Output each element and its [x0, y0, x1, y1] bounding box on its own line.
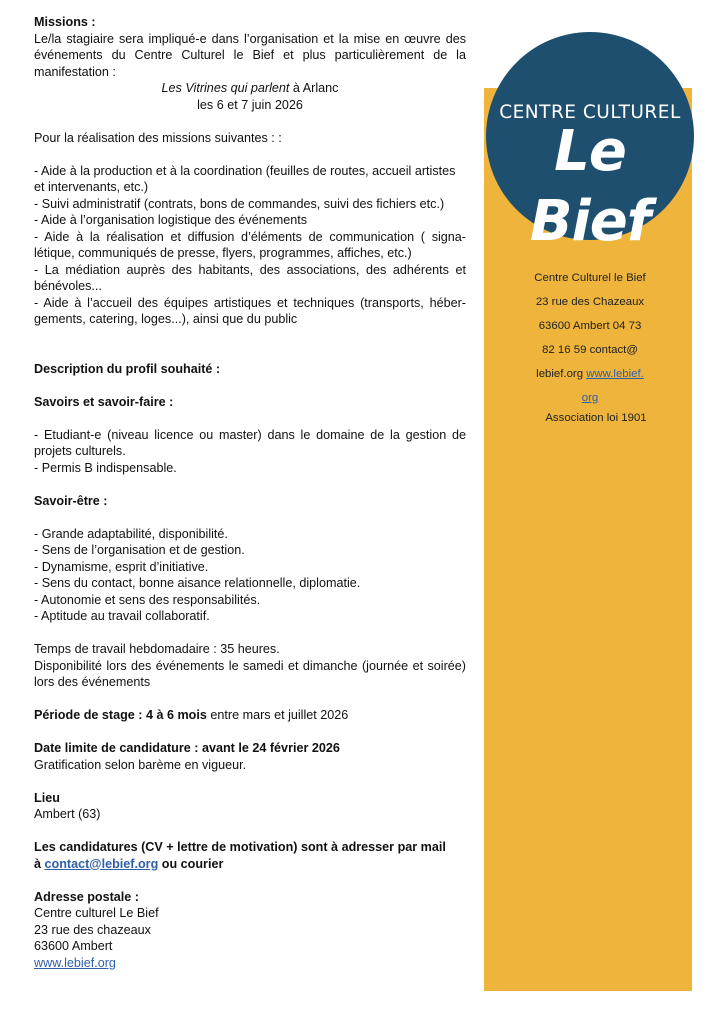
sidebar-web-link[interactable]: www.lebief.: [586, 368, 644, 380]
sidebar-line: Centre Culturel le Bief: [534, 272, 646, 284]
place-value: Ambert (63): [34, 807, 101, 821]
task-item: - Aide à l’accueil des équipes artistiques et techniques (transports, héber-gements, catering, loges...), ainsi que du public: [34, 295, 466, 326]
main-content: [34, 14, 466, 971]
sidebar-contact: [516, 266, 664, 410]
sidebar-line: 63600 Ambert 04 73: [538, 320, 642, 332]
task-item: - Aide à l’organisation logistique des événements: [34, 213, 308, 227]
event-dates: les 6 et 7 juin 2026: [197, 97, 303, 112]
logo-title-main: Le Bief: [529, 119, 651, 254]
savoirs-heading: Savoirs et savoir-faire :: [34, 394, 174, 409]
logo-title-top: CENTRE CULTUREL: [499, 102, 681, 123]
task-item: - Aide à la production et à la coordination (feuilles de routes, accueil artistes et intervenants, etc.): [34, 163, 456, 194]
address-heading: Adresse postale :: [34, 889, 139, 904]
missions-intro: Le/la stagiaire sera impliqué-e dans l’organisation et la mise en œuvre des événements du Centre Culturel le Bief et plus particulièrement de la manifestation :: [34, 31, 466, 79]
deadline: Date limite de candidature : avant le 24 février 2026: [34, 741, 340, 755]
etre-item: - Autonomie et sens des responsabilités.: [34, 592, 261, 607]
etre-item: - Dynamisme, esprit d’initiative.: [34, 559, 209, 574]
sidebar-line: 23 rue des Chazeaux: [535, 296, 645, 308]
work-hours: Temps de travail hebdomadaire : 35 heures.: [34, 642, 280, 656]
sidebar-association: Association loi 1901: [545, 412, 647, 424]
place-heading: Lieu: [34, 790, 60, 805]
event-title: Les Vitrines qui parlent: [161, 81, 290, 95]
address-name: Centre culturel Le Bief: [34, 906, 159, 920]
savoirs-item: - Etudiant-e (niveau licence ou master) dans le domaine de la gestion de projets culturels.: [34, 427, 466, 458]
apply-line: Les candidatures (CV + lettre de motivation) sont à adresser par mail: [34, 840, 446, 854]
etre-item: - Aptitude au travail collaboratif.: [34, 609, 210, 623]
profile-heading: Description du profil souhaité :: [34, 361, 221, 376]
apply-email-link[interactable]: contact@lebief.org: [44, 856, 159, 871]
etre-item: - Grande adaptabilité, disponibilité.: [34, 526, 228, 541]
etre-item: - Sens de l’organisation et de gestion.: [34, 543, 245, 557]
website-link[interactable]: www.lebief.org: [34, 955, 116, 970]
task-item: - Aide à la réalisation et diffusion d’éléments de communication ( signa-létique, communiqués de presse, flyers, programmes, affiches, etc.): [34, 229, 466, 260]
availability: Disponibilité lors des événements le samedi et dimanche (journée et soirée) lors des événements: [34, 658, 466, 689]
task-item: - Suivi administratif (contrats, bons de commandes, suivi des fichiers etc.): [34, 196, 445, 211]
etre-heading: Savoir-être :: [34, 493, 108, 508]
address-web: [34, 955, 466, 972]
missions-heading: Missions :: [34, 15, 96, 29]
address-city: 63600 Ambert: [34, 939, 113, 953]
address-street: 23 rue des chazeaux: [34, 922, 151, 937]
apply-contact: à contact@lebief.org ou courier: [34, 856, 224, 871]
internship-period: Période de stage : 4 à 6 mois entre mars et juillet 2026: [34, 708, 349, 722]
event-place: à Arlanc: [289, 81, 339, 95]
sidebar-line: [516, 386, 664, 410]
tasks-intro: Pour la réalisation des missions suivantes : :: [34, 130, 282, 145]
gratification: Gratification selon barème en vigueur.: [34, 757, 247, 772]
sidebar-web-link-end[interactable]: org: [581, 392, 599, 404]
savoirs-item: - Permis B indispensable.: [34, 460, 177, 475]
event-line: [34, 80, 466, 97]
etre-item: - Sens du contact, bonne aisance relationnelle, diplomatie.: [34, 576, 361, 590]
task-item: - La médiation auprès des habitants, des associations, des adhérents et bénévoles...: [34, 262, 466, 293]
sidebar-line-web: lebief.org www.lebief.: [536, 368, 644, 380]
sidebar-line: 82 16 59 contact@: [542, 344, 638, 356]
